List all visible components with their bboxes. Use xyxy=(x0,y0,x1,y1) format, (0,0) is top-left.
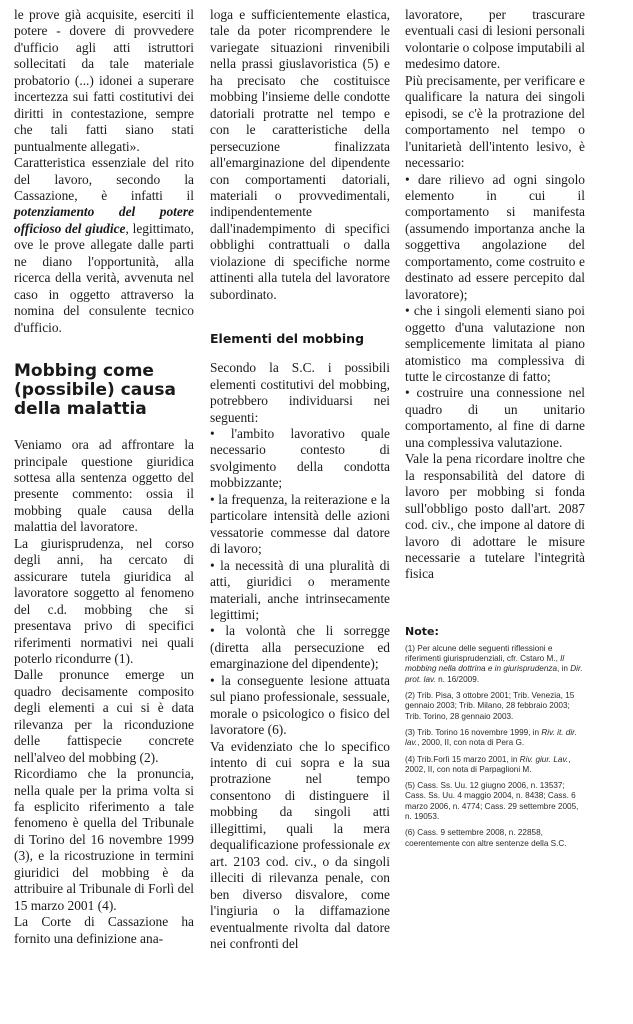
text-run: , in xyxy=(557,664,571,674)
text-run: Va evidenziato che lo specifico intento di cui sopra e la sua protrazione nel tempo consentono di distinguere il mobbing da singoli atti illegittimi, quali la mera dequalificazione professionale xyxy=(210,738,390,853)
paragraph: Più precisamente, per verificare e qualificare la natura dei singoli episodi, se c'è la protrazione del comportamento nel tempo o l'unitarietà dell'intento lesivo, è necessario: xyxy=(405,72,585,171)
paragraph: La Corte di Cassazione ha fornito una definizione ana- xyxy=(14,914,194,946)
paragraph: loga e sufficientemente elastica, tale da poter ricomprendere le variegate situazioni rinvenibili nella prassi giuslavoristica (5) e ha precisato che costituisce mobbing l'insieme delle condotte datoriali protratte nel tempo e con le caratteristiche della persecuzione finalizzata all'emarginazione del dipendente con comportamenti datoriali, materiali o provvedimentali, indipendentemente dall'inadempimento di specifici obblighi contrattuali o dalla violazione di specifiche norme attinenti alla tutela del lavoratore subordinato. xyxy=(210,7,390,302)
italic-text: ex xyxy=(378,837,390,853)
text-run: art. 2103 cod. civ., o da singoli illeciti di rilevanza penale, con ben diverso disvalore, come l'ingiuria o la diffamazione eventualmente rivolta dal datore nei confronti del xyxy=(210,853,390,952)
text-run: Caratteristica essenziale del rito del lavoro, secondo la Cassazione, è infatti il xyxy=(14,155,194,203)
paragraph: Secondo la S.C. i possibili elementi costitutivi del mobbing, potrebbero individuarsi nei seguenti: xyxy=(210,360,390,425)
text-run: , 2002, II, con nota di Parpaglioni M. xyxy=(405,754,571,774)
text-run: (1) Per alcune delle seguenti riflessioni e riferimenti giurisprudenziali, cfr. Cstaro M., xyxy=(405,643,561,664)
italic-text: Dir. prot. lav. xyxy=(405,664,583,684)
paragraph: Dalle pronunce emerge un quadro decisamente composito degli elementi a cui si è data rilevanza per la riconduzione delle fattispecie concrete nell'alveo del mobbing (2). xyxy=(14,667,194,765)
italic-text: Riv. giur. Lav. xyxy=(519,754,569,764)
paragraph: lavoratore, per trascurare eventuali casi di lesioni personali volontarie o colpose imputabili al medesimo datore. xyxy=(405,7,585,72)
bullet-item: • la conseguente lesione attuata sul piano professionale, sessuale, morale o psicologico o fisico del lavoratore (6). xyxy=(210,672,390,738)
footnote xyxy=(405,755,585,776)
italic-text: Il mobbing nella dottrina e in giurisprudenza xyxy=(405,654,565,674)
paragraph: Vale la pena ricordare inoltre che la responsabilità del datore di lavoro per mobbing si fonda sull'obbligo posto dall'art. 2087 cod. civ., che impone al datore di lavoro di adottare le misure necessarie a tutelare l'integrità fisica xyxy=(405,451,585,582)
paragraph xyxy=(14,155,194,336)
paragraph: Ricordiamo che la pronuncia, nella quale per la prima volta si fa esplicito riferimento a tale fenomeno è quella del Tribunale di Torino del 16 novembre 1999 (3), e la ricostruzione in termini giuridici del mobbing è da attribuire al Tribunale di Forlì del 15 marzo 2001 (4). xyxy=(14,766,194,913)
paragraph xyxy=(210,739,390,953)
text-run: , legittimato, ove le prove allegate dalle parti ne diano l'opportunità, alla ricerca della verità, avvenuta nel caso in oggetto attraverso la nomina del consulente tecnico d'ufficio. xyxy=(14,220,194,335)
section-heading: Elementi del mobbing xyxy=(210,331,365,347)
column-3 xyxy=(405,7,585,855)
bullet-item: • la necessità di una pluralità di atti, giuridici o meramente materiali, anche intrinsecamente legittimi; xyxy=(210,557,390,622)
bullet-item: • la frequenza, la reiterazione e la particolare intensità delle azioni vessatorie commesse dal datore di lavoro; xyxy=(210,491,390,557)
footnote xyxy=(405,728,585,749)
section-heading: Mobbing come (possibile) causa della malattia xyxy=(14,361,176,420)
paragraph: Veniamo ora ad affrontare la principale questione giuridica sottesa alla sentenza oggetto del presente commento: ossia il mobbing quale causa della malattia del lavoratore. xyxy=(14,437,194,535)
footnote: (6) Cass. 9 settembre 2008, n. 22858, coerentemente con altre sentenze della S.C. xyxy=(405,828,567,848)
column-2 xyxy=(210,7,390,952)
footnote xyxy=(405,644,585,685)
text-run: n. 16/2009. xyxy=(435,674,480,684)
italic-text: Riv. it. dir. lav. xyxy=(405,727,577,748)
bullet-item: • l'ambito lavorativo quale necessario contesto di svolgimento della condotta mobbizzante; xyxy=(210,425,390,491)
paragraph: La giurisprudenza, nel corso degli anni, ha cercato di assicurare tutela giuridica al lavoratore soggetto al fenomeno del c.d. mobbing che si presentava privo di specifici riferimenti normativi nei quali poterlo ricondurre (1). xyxy=(14,535,194,666)
bullet-item: • costruire una connessione nel quadro di un unitario comportamento, al fine di darne una complessiva valutazione. xyxy=(405,385,585,450)
column-1 xyxy=(14,7,194,947)
bullet-item: • che i singoli elementi siano poi oggetto d'una valutazione non semplicemente limitata al piano atomistico ma complessiva di tutte le circostanze di fatto; xyxy=(405,303,585,384)
bullet-item: • dare rilievo ad ogni singolo elemento in cui il comportamento si manifesta (assumendo importanza anche la soggettiva angolazione del comportamento, come costruito e destinato ad essere percepito dal lavoratore); xyxy=(405,171,585,302)
bullet-item: • la volontà che li sorregge (diretta alla persecuzione ed emarginazione del dipendente); xyxy=(210,623,390,672)
emphasis-text: potenziamento del potere officioso del giudice xyxy=(14,204,194,236)
footnote: (2) Trib. Pisa, 3 ottobre 2001; Trib. Venezia, 15 gennaio 2003; Trib. Milano, 28 febbraio 2003; Trib. Torino, 28 gennaio 2003. xyxy=(405,691,575,721)
text-run: , 2000, II, con nota di Pera G. xyxy=(417,738,525,748)
footnote: (5) Cass. Ss. Uu. 12 giugno 2006, n. 13537; Cass. Ss. Uu. 4 maggio 2004, n. 8438; Cass. 6 marzo 2006, n. 4774; Cass. 29 settembre 2005, n. 19053. xyxy=(405,781,579,822)
paragraph: le prove già acquisite, eserciti il potere - dovere di provvedere d'ufficio agli atti istruttori sollecitati da tale materiale probatorio (...) idonei a superare incertezza sui fatti costitutivi dei diritti in contestazione, sempre che tali fatti siano stati puntualmente allegati». xyxy=(14,7,194,154)
notes-title: Note: xyxy=(405,624,439,638)
text-run: (3) Trib. Torino 16 novembre 1999, in xyxy=(405,727,542,737)
text-run: (4) Trib.Forlì 15 marzo 2001, in xyxy=(405,754,520,764)
